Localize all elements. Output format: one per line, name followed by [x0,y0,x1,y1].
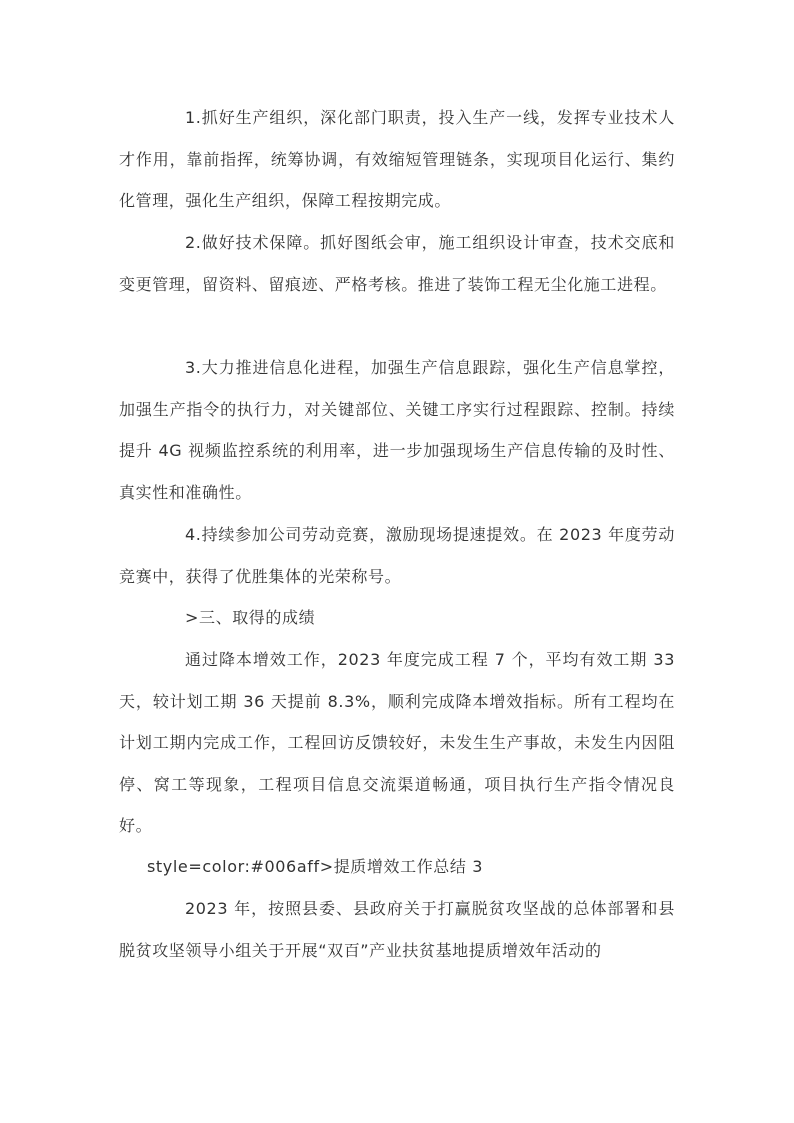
paragraph-labor-competition: 4.持续参加公司劳动竞赛，激励现场提速提效。在 2023 年度劳动竞赛中，获得了优胜集体的光荣称号。 [119,525,675,586]
paragraph-technical-support: 2.做好技术保障。抓好图纸会审，施工组织设计审查，技术交底和变更管理，留资料、留痕迹、严格考核。推进了装饰工程无尘化施工进程。 [119,233,675,294]
paragraph-results: 通过降本增效工作，2023 年度完成工程 7 个，平均有效工期 33 天，较计划工期 36 天提前 8.3%，顺利完成降本增效指标。所有工程均在计划工期内完成工作，工程回访反馈较好，未发生生产事故，未发生内因阻停、窝工等现象，工程项目信息交流渠道畅通，项目执行生产指令情况良好。 [119,650,675,835]
paragraph-county-poverty: 2023 年，按照县委、县政府关于打赢脱贫攻坚战的总体部署和县脱贫攻坚领导小组关于开展“双百”产业扶贫基地提质增效年活动的 [119,899,675,960]
paragraph-informatization: 3.大力推进信息化进程，加强生产信息跟踪，强化生产信息掌控，加强生产指令的执行力，对关键部位、关键工序实行过程跟踪、控制。持续提升 4G 视频监控系统的利用率，进一步加强现场生产信息传输的及时性、真实性和准确性。 [119,358,675,502]
paragraph-production-organization: 1.抓好生产组织，深化部门职责，投入生产一线，发挥专业技术人才作用，靠前指挥，统筹协调，有效缩短管理链条，实现项目化运行、集约化管理，强化生产组织，保障工程按期完成。 [119,108,675,210]
section-heading-achievements: >三、取得的成绩 [185,608,316,627]
summary-title-line: style=color:#006aff>提质增效工作总结 3 [147,857,483,876]
